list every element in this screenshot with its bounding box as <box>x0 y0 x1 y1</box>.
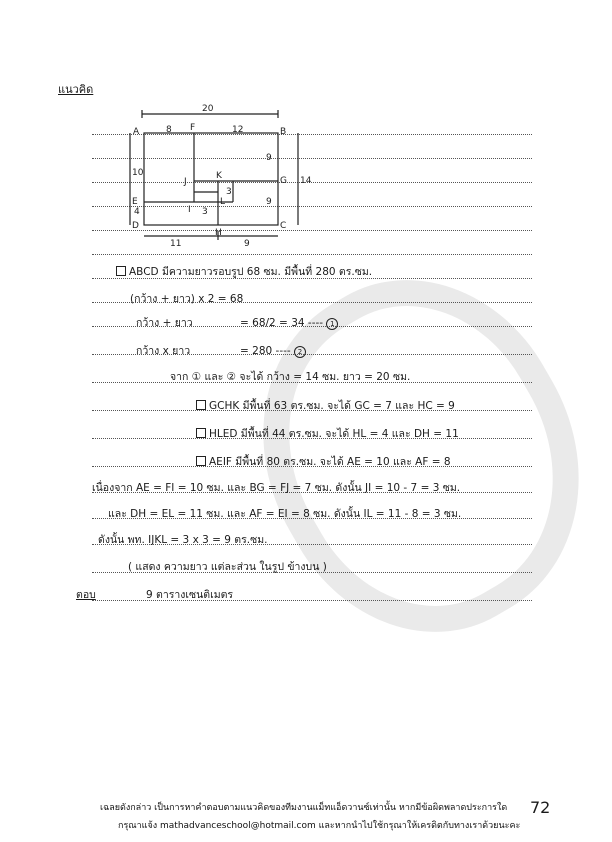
square-icon <box>196 400 206 410</box>
left-length: 10 <box>132 168 144 178</box>
dotted-line <box>92 278 532 279</box>
point-g: G <box>280 176 287 186</box>
seg-9b: 9 <box>266 197 272 207</box>
point-c: C <box>280 221 287 231</box>
page-number: 72 <box>530 798 551 817</box>
point-l: L <box>220 197 226 207</box>
point-f: F <box>190 123 196 133</box>
square-icon <box>196 428 206 438</box>
line-4-left: กว้าง x ยาว <box>136 345 191 357</box>
point-k: K <box>216 171 222 181</box>
square-icon <box>116 266 126 276</box>
line-4-right: = 280 ---- 2 <box>240 346 306 358</box>
line-1: ABCD มีความยาวรอบรูป 68 ซม. มีพื้นที่ 280 ตร.ซม. <box>116 266 372 278</box>
bottom-right-length: 9 <box>244 239 250 249</box>
line-5: จาก ① และ ② จะได้ กว้าง = 14 ซม. ยาว = 20 ซม. <box>170 371 411 383</box>
line-9: เนื่องจาก AE = FI = 10 ซม. และ BG = FJ = 7 ซม. ดังนั้น JI = 10 - 7 = 3 ซม. <box>92 482 461 494</box>
fb-length: 12 <box>232 125 244 135</box>
answer-label: ตอบ <box>76 589 96 601</box>
heading: แนวคิด <box>58 83 94 96</box>
square-icon <box>196 456 206 466</box>
line-3-left: กว้าง + ยาว <box>136 317 193 329</box>
point-e: E <box>132 197 138 207</box>
footer-line-1: เฉลยดังกล่าว เป็นการหาคำตอบตามแนวคิดของทีมงานแม็ทแอ็ดวานซ์เท่านั้น หากมีข้อผิดพลาดประการใด <box>100 803 508 813</box>
line-12: ( แสดง ความยาว แต่ละส่วน ในรูป ข้างบน ) <box>128 561 327 573</box>
rectangle-diagram <box>120 100 320 250</box>
rectangle-abcd <box>144 133 278 225</box>
point-d: D <box>132 221 139 231</box>
point-j: J <box>184 177 187 187</box>
line-2: (กว้าง + ยาว) x 2 = 68 <box>130 293 244 305</box>
line-7: HLED มีพื้นที่ 44 ตร.ซม. จะได้ HL = 4 และ DH = 11 <box>196 428 459 440</box>
seg-3b: 3 <box>202 207 208 217</box>
line-8: AEIF มีพื้นที่ 80 ตร.ซม. จะได้ AE = 10 และ AF = 8 <box>196 456 451 468</box>
point-i: I <box>188 205 191 215</box>
bottom-left-length: 11 <box>170 239 182 249</box>
line-6: GCHK มีพื้นที่ 63 ตร.ซม. จะได้ GC = 7 และ HC = 9 <box>196 400 455 412</box>
point-a: A <box>133 127 140 137</box>
line-11: ดังนั้น พท. IJKL = 3 x 3 = 9 ตร.ซม. <box>98 534 268 546</box>
right-length: 14 <box>300 176 312 186</box>
af-length: 8 <box>166 125 172 135</box>
line-3-right: = 68/2 = 34 ---- 1 <box>240 318 338 330</box>
line-10: และ DH = EL = 11 ซม. และ AF = EI = 8 ซม. ดังนั้น IL = 11 - 8 = 3 ซม. <box>108 508 462 520</box>
small-length-4: 4 <box>134 207 140 217</box>
top-length-label: 20 <box>202 104 214 114</box>
point-b: B <box>280 127 287 137</box>
answer-value: 9 ตารางเซนติเมตร <box>146 589 234 601</box>
footer-line-2: กรุณาแจ้ง mathadvanceschool@hotmail.com และหากนำไปใช้กรุณาให้เครดิตกับทางเราด้วยนะคะ <box>118 821 521 831</box>
seg-9a: 9 <box>266 153 272 163</box>
dotted-line <box>92 254 532 255</box>
seg-3: 3 <box>226 187 232 197</box>
point-h: H <box>215 228 222 238</box>
